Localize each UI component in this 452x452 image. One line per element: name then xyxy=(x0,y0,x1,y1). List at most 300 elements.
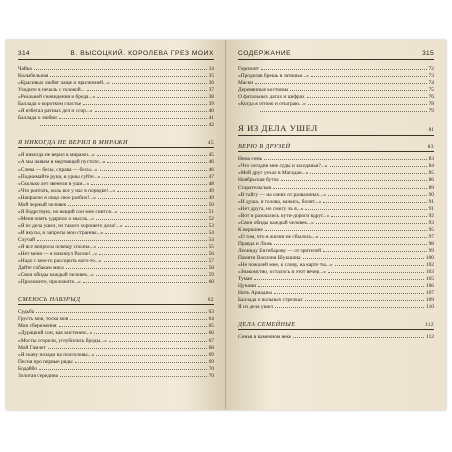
right-section-2-heading xyxy=(238,320,434,330)
section-page: 112 xyxy=(424,322,434,329)
toc-entry-page: 37 xyxy=(208,87,214,94)
section-title: Я НИКОГДА НЕ ВЕРИЛ В МИРАЖИ xyxy=(18,139,128,147)
toc-leader-dots xyxy=(335,265,424,266)
toc-entry xyxy=(238,283,434,290)
toc-entry xyxy=(238,156,434,163)
toc-entry-title: Цунами xyxy=(238,283,257,290)
section-page: 83 xyxy=(427,144,434,151)
toc-entry xyxy=(238,220,434,227)
toc-entry-title: Судьба xyxy=(18,309,35,316)
toc-leader-dots xyxy=(323,251,427,252)
toc-entry xyxy=(18,174,214,181)
toc-leader-dots xyxy=(331,216,426,217)
toc-leader-dots xyxy=(83,282,207,283)
toc-entry-page: 55 xyxy=(208,244,214,251)
toc-entry xyxy=(238,66,434,73)
toc-entry-page: 95 xyxy=(428,226,434,233)
toc-entry xyxy=(18,373,214,380)
toc-entry-title: К вершине xyxy=(238,226,263,233)
toc-entry-title: «Красивых любят чаще и прилежней...» xyxy=(18,80,110,87)
toc-leader-dots xyxy=(37,240,207,241)
toc-entry xyxy=(18,272,214,279)
toc-leader-dots xyxy=(87,90,207,91)
toc-leader-dots xyxy=(50,76,206,77)
toc-entry-title: «О том, что в жизни не сбылось...» xyxy=(238,233,319,240)
toc-leader-dots xyxy=(68,205,206,206)
toc-entry-page: 72 xyxy=(428,66,434,72)
toc-entry xyxy=(18,66,214,73)
toc-entry-page: 39 xyxy=(208,101,214,108)
toc-entry-title: «Когда я отпою и отыграю...» xyxy=(238,101,306,108)
toc-leader-dots xyxy=(274,293,424,294)
toc-entry xyxy=(238,334,434,341)
toc-entry-page: 110 xyxy=(426,304,434,311)
toc-entry-title: Песня про первые ряды xyxy=(18,358,73,365)
toc-entry xyxy=(18,167,214,174)
toc-entry-title: Уходите в печаль с головой... xyxy=(18,87,85,94)
toc-entry-title: «Поднимайте руки, в урны суйте...» xyxy=(18,173,101,180)
toc-entry xyxy=(238,269,434,276)
section-page: 45 xyxy=(207,140,214,147)
toc-entry xyxy=(18,230,214,237)
section-page: 62 xyxy=(207,297,214,304)
toc-entry xyxy=(18,345,214,352)
toc-entry-page: 91 xyxy=(428,198,434,205)
toc-entry-title: «Нет друга, но смогу ль я...» xyxy=(238,205,304,212)
toc-entry-page: 52 xyxy=(208,215,214,222)
toc-entry-page: 90 xyxy=(428,191,434,198)
book-spread xyxy=(6,40,446,410)
toc-entry-title: Семья в каменном веке xyxy=(238,334,292,341)
toc-entry-title: «Я бодрствую, но вещий сон мне снится...» xyxy=(18,208,118,215)
toc-entry xyxy=(18,195,214,202)
toc-entry xyxy=(238,73,434,80)
toc-entry xyxy=(18,338,214,345)
toc-entry xyxy=(238,80,434,87)
toc-entry-page: 92 xyxy=(428,212,434,219)
toc-entry xyxy=(18,209,214,216)
toc-leader-dots xyxy=(316,223,427,224)
toc-leader-dots xyxy=(308,104,427,105)
toc-entry-page: 36 xyxy=(208,80,214,87)
toc-leader-dots xyxy=(96,355,206,356)
toc-entry-title: Старательская xyxy=(238,184,271,191)
toc-leader-dots xyxy=(40,125,207,126)
toc-entry-page: 57 xyxy=(208,258,214,265)
toc-entry-page: 42 xyxy=(208,122,214,129)
toc-leader-dots xyxy=(260,111,427,112)
toc-leader-dots xyxy=(311,76,427,77)
toc-entry-title: «Я все вопросы освещу сполна...» xyxy=(18,244,97,251)
right-section-1-entries xyxy=(238,156,434,311)
toc-entry-page: 40 xyxy=(208,108,214,115)
right-section-1-heading xyxy=(238,142,434,152)
toc-entry-title: «Свои обиды каждый человек...» xyxy=(18,272,94,279)
toc-entry-title: Колыбельная xyxy=(18,73,49,80)
toc-entry xyxy=(238,177,434,184)
toc-entry xyxy=(238,108,434,115)
toc-entry-page: 46 xyxy=(208,159,214,166)
toc-entry xyxy=(238,241,434,248)
toc-leader-dots xyxy=(303,258,424,259)
toc-entry xyxy=(18,152,214,159)
toc-entry-title: «Я избегал ратных дел и ссор...» xyxy=(18,108,93,115)
toc-entry xyxy=(238,185,434,192)
toc-entry-title: «А мы живем в мертвящей пустоте...» xyxy=(18,159,106,166)
toc-entry-title: «Проложите, проложите...» xyxy=(18,279,81,286)
toc-entry-page: 89 xyxy=(428,184,434,191)
toc-entry-title: Памяти Василия Шукшина xyxy=(238,254,301,261)
toc-entry-page: 109 xyxy=(425,297,434,304)
big-section-page: 81 xyxy=(428,127,434,134)
toc-leader-dots xyxy=(70,319,207,320)
toc-entry-title: Я из дела ушел xyxy=(238,304,273,311)
toc-leader-dots xyxy=(105,233,206,234)
toc-entry-page: 69 xyxy=(208,351,214,358)
toc-leader-dots xyxy=(274,244,426,245)
toc-entry-title: «Я из дела ушел, из такого хорошего дела!...» xyxy=(18,222,123,229)
toc-entry xyxy=(18,359,214,366)
toc-entry-page: 54 xyxy=(208,236,214,243)
toc-leader-dots xyxy=(323,202,426,203)
toc-entry-title: «Знакомство, осталось и этот вечер...» xyxy=(238,269,326,276)
toc-leader-dots xyxy=(34,69,207,70)
right-page xyxy=(226,40,446,410)
toc-entry-title: «И душа, и голова, кажись, болит...» xyxy=(238,198,322,205)
toc-entry-title: «Сколько лет звенели в уши...» xyxy=(18,180,90,187)
toc-entry-title: «Не пожалей мне, к слову, на карте ты...» xyxy=(238,262,333,269)
toc-entry xyxy=(238,304,434,311)
toc-entry-page: 84 xyxy=(428,163,434,170)
toc-leader-dots xyxy=(305,209,426,210)
toc-entry-page: 54 xyxy=(208,229,214,236)
toc-leader-dots xyxy=(255,83,427,84)
toc-entry xyxy=(18,323,214,330)
toc-leader-dots xyxy=(60,376,207,377)
toc-entry-title: «Мосты сгорели, углубились броды...» xyxy=(18,337,107,344)
toc-entry-page: 66 xyxy=(208,330,214,337)
toc-entry xyxy=(18,251,214,258)
toc-entry xyxy=(18,258,214,265)
toc-leader-dots xyxy=(265,230,427,231)
toc-entry-page: 63 xyxy=(208,309,214,316)
toc-leader-dots xyxy=(96,275,207,276)
toc-leader-dots xyxy=(117,191,207,192)
toc-entry-title: Мой черный человек xyxy=(18,201,67,208)
toc-leader-dots xyxy=(120,212,207,213)
toc-entry-page: 91 xyxy=(428,205,434,212)
toc-entry-title: Баллада о любви xyxy=(18,115,57,122)
left-running-title: В. ВЫСОЦКИЙ. КОРОЛЕВА ГРЕЗ МОИХ xyxy=(70,50,214,57)
toc-entry-page: 76 xyxy=(428,94,434,101)
toc-entry xyxy=(18,188,214,195)
toc-leader-dots xyxy=(281,180,427,181)
toc-entry-page: 51 xyxy=(208,208,214,215)
toc-entry-page: 64 xyxy=(208,316,214,323)
right-running-head xyxy=(238,50,434,60)
toc-leader-dots xyxy=(310,173,426,174)
toc-entry xyxy=(238,262,434,269)
toc-entry xyxy=(238,206,434,213)
toc-entry-page: 67 xyxy=(208,337,214,344)
toc-leader-dots xyxy=(258,286,424,287)
toc-entry-title: «И вкусы, и запросы мои странны...» xyxy=(18,229,104,236)
toc-entry-title: «Слева — бесы, справа — бесы...» xyxy=(18,166,98,173)
right-section-2-entries xyxy=(238,334,434,341)
left-running-head xyxy=(18,50,214,60)
toc-leader-dots xyxy=(125,226,207,227)
toc-entry-title: Дайте собакам мяса xyxy=(18,265,64,272)
toc-entry-title: «Я никогда не верил в миражи...» xyxy=(18,152,95,159)
toc-entry xyxy=(18,80,214,87)
toc-entry xyxy=(238,101,434,108)
toc-leader-dots xyxy=(305,300,424,301)
toc-entry-page: 100 xyxy=(425,254,434,261)
toc-entry-title: Баллада о коротком счастье xyxy=(18,101,82,108)
toc-entry-page: 112 xyxy=(426,334,434,341)
toc-entry-title: Мой Гамлет xyxy=(18,344,46,351)
toc-entry-page: 85 xyxy=(428,170,434,177)
left-page xyxy=(6,40,226,410)
section-title: СМЕЮСЬ НАВЗРЫД xyxy=(18,296,81,304)
toc-entry-page: 73 xyxy=(428,73,434,80)
toc-entry-title: «Реальней сновидения и бреда...» xyxy=(18,94,96,101)
left-top-entries xyxy=(18,66,214,129)
toc-entry-title: Случай xyxy=(18,236,35,243)
toc-entry-page: 107 xyxy=(425,290,434,297)
toc-leader-dots xyxy=(98,247,206,248)
toc-entry-title: Леониду Енгибарову — от зрителей xyxy=(238,247,321,254)
toc-leader-dots xyxy=(94,333,206,334)
toc-entry xyxy=(238,227,434,234)
toc-entry xyxy=(18,279,214,286)
toc-entry-title: «Свои обиды каждый человек...» xyxy=(238,219,314,226)
toc-entry-title: «Что роптать, коль все у нас в порядке!...» xyxy=(18,187,116,194)
toc-entry xyxy=(18,309,214,316)
toc-entry-title: «Меня опять ударило о мысль...» xyxy=(18,215,94,222)
toc-entry xyxy=(18,316,214,323)
toc-leader-dots xyxy=(109,341,207,342)
toc-entry-title: Туман xyxy=(238,276,253,283)
right-top-entries xyxy=(238,66,434,115)
toc-leader-dots xyxy=(275,307,424,308)
toc-entry-title: «Дурацкий сон, как кистенем...» xyxy=(18,330,93,337)
toc-entry xyxy=(18,94,214,101)
toc-entry-page: 69 xyxy=(208,358,214,365)
toc-entry-page: 97 xyxy=(428,233,434,240)
toc-entry-page: 60 xyxy=(208,279,214,286)
toc-leader-dots xyxy=(75,362,207,363)
toc-entry xyxy=(238,94,434,101)
toc-entry xyxy=(18,159,214,166)
toc-entry-page: 74 xyxy=(428,80,434,87)
toc-entry-title: Ноябрьская бутча xyxy=(238,177,279,184)
section-title: ДЕЛА СЕМЕЙНЫЕ xyxy=(238,321,296,329)
toc-entry-page: 59 xyxy=(208,272,214,279)
toc-entry-title: «Проделав брешь в затишье...» xyxy=(238,73,309,80)
toc-entry xyxy=(238,87,434,94)
toc-entry-page: 99 xyxy=(428,247,434,254)
toc-entry xyxy=(18,223,214,230)
toc-leader-dots xyxy=(95,111,207,112)
left-page-number: 314 xyxy=(18,50,30,57)
toc-leader-dots xyxy=(328,195,427,196)
toc-entry-title: Баллада о вольных стрелках xyxy=(238,297,303,304)
toc-leader-dots xyxy=(264,159,426,160)
toc-entry-title: Правда и Ложь xyxy=(238,240,273,247)
toc-entry-page: 68 xyxy=(208,344,214,351)
toc-entry xyxy=(18,202,214,209)
toc-entry-title: Мои сбережения xyxy=(18,323,57,330)
toc-leader-dots xyxy=(39,369,207,370)
toc-entry-title: «В тайгу — на санях от развалинах...» xyxy=(238,191,326,198)
toc-leader-dots xyxy=(293,337,424,338)
toc-entry-page: 75 xyxy=(428,87,434,94)
toc-entry xyxy=(18,330,214,337)
right-page-number: 315 xyxy=(422,50,434,57)
left-section-1-entries xyxy=(18,152,214,286)
toc-leader-dots xyxy=(66,268,207,269)
toc-leader-dots xyxy=(330,166,427,167)
toc-entry xyxy=(18,244,214,251)
toc-leader-dots xyxy=(107,162,206,163)
toc-entry-title: «Я скачу позади на полголовы...» xyxy=(18,351,95,358)
toc-entry-page: 56 xyxy=(208,251,214,258)
toc-entry xyxy=(238,276,434,283)
toc-entry xyxy=(18,181,214,188)
toc-leader-dots xyxy=(320,237,426,238)
toc-entry-title: Деревянные костюмы xyxy=(238,87,289,94)
toc-leader-dots xyxy=(48,348,207,349)
toc-entry xyxy=(238,213,434,220)
toc-entry-title: Нема семь xyxy=(238,156,263,163)
toc-leader-dots xyxy=(96,219,207,220)
toc-leader-dots xyxy=(328,272,424,273)
toc-entry-page: 65 xyxy=(208,323,214,330)
toc-leader-dots xyxy=(91,184,206,185)
toc-leader-dots xyxy=(36,312,206,313)
toc-entry-page: 70 xyxy=(208,365,214,372)
toc-entry-page: 58 xyxy=(208,265,214,272)
toc-entry-title: Золотая середина xyxy=(18,372,59,379)
section-title: ВЕРЮ В ДРУЗЕЙ xyxy=(238,143,291,151)
toc-leader-dots xyxy=(59,118,207,119)
toc-entry-title: «Нет меня — я покинул Расею!...» xyxy=(18,251,98,258)
toc-entry xyxy=(18,115,214,122)
toc-entry-page: 47 xyxy=(208,173,214,180)
toc-entry xyxy=(18,216,214,223)
toc-entry-page: 48 xyxy=(208,180,214,187)
toc-entry xyxy=(238,248,434,255)
toc-leader-dots xyxy=(112,83,207,84)
left-section-1-heading xyxy=(18,138,214,148)
toc-leader-dots xyxy=(83,104,206,105)
big-section-title: Я ИЗ ДЕЛА УШЕЛ xyxy=(238,123,318,134)
toc-entry xyxy=(238,192,434,199)
toc-leader-dots xyxy=(102,177,206,178)
toc-entry xyxy=(18,108,214,115)
toc-entry-page: 83 xyxy=(428,156,434,163)
toc-entry-title: Грусть моя, тоска моя xyxy=(18,316,69,323)
toc-entry xyxy=(18,101,214,108)
toc-entry-page: 78 xyxy=(428,101,434,108)
toc-entry-page: 45 xyxy=(208,152,214,159)
toc-entry xyxy=(238,170,434,177)
toc-entry xyxy=(18,237,214,244)
toc-entry-page: 86 xyxy=(428,177,434,184)
left-section-2-heading xyxy=(18,295,214,305)
toc-entry xyxy=(238,234,434,241)
toc-entry-title: «Мой друг уехал в Магадан...» xyxy=(238,170,309,177)
toc-entry-page: 53 xyxy=(208,222,214,229)
toc-entry-title: Чайка xyxy=(18,66,32,72)
toc-entry-page: 38 xyxy=(208,94,214,101)
toc-entry xyxy=(18,87,214,94)
toc-entry-page: 106 xyxy=(425,283,434,290)
toc-leader-dots xyxy=(99,254,207,255)
toc-entry-page: 49 xyxy=(208,187,214,194)
toc-entry-title: Маски xyxy=(238,80,254,87)
toc-entry-title: «Надо с кем-то рассорить кого-то...» xyxy=(18,258,102,265)
toc-leader-dots xyxy=(97,155,207,156)
toc-entry-page: 102 xyxy=(425,262,434,269)
toc-entry xyxy=(18,366,214,373)
toc-leader-dots xyxy=(98,198,207,199)
toc-entry-page: 103 xyxy=(425,269,434,276)
toc-entry-title: О фатальных датах и цифрах xyxy=(238,94,305,101)
toc-leader-dots xyxy=(97,97,206,98)
toc-leader-dots xyxy=(59,326,207,327)
toc-entry-page: 98 xyxy=(428,240,434,247)
toc-entry-page: 41 xyxy=(208,115,214,122)
toc-leader-dots xyxy=(100,170,207,171)
toc-entry-page: 105 xyxy=(425,276,434,283)
toc-entry-title: «Напрасно я лицо свое разбил!...» xyxy=(18,194,97,201)
toc-entry-page: 49 xyxy=(208,194,214,201)
toc-entry-page: 46 xyxy=(208,166,214,173)
right-running-title: СОДЕРЖАНИЕ xyxy=(238,50,292,57)
right-big-section-heading xyxy=(238,123,434,136)
toc-entry xyxy=(238,199,434,206)
toc-entry xyxy=(18,352,214,359)
toc-entry-page: 93 xyxy=(428,219,434,226)
toc-entry-title: Бодайбо xyxy=(18,365,38,372)
toc-entry-title: Горизонт xyxy=(238,66,259,72)
toc-entry-page: 50 xyxy=(208,201,214,208)
toc-entry-title: Нить Ариадны xyxy=(238,290,273,297)
toc-entry xyxy=(238,297,434,304)
toc-entry xyxy=(18,73,214,80)
toc-entry xyxy=(238,290,434,297)
toc-leader-dots xyxy=(104,261,207,262)
toc-entry-title: «Что сегодня мне суды и заседанья?...» xyxy=(238,163,328,170)
toc-entry-page: 79 xyxy=(428,108,434,115)
toc-entry xyxy=(18,265,214,272)
toc-entry xyxy=(238,255,434,262)
toc-leader-dots xyxy=(273,188,427,189)
toc-entry-page: 70 xyxy=(208,372,214,379)
toc-leader-dots xyxy=(290,90,426,91)
toc-leader-dots xyxy=(254,279,424,280)
toc-entry xyxy=(238,163,434,170)
toc-entry-page: 34 xyxy=(208,66,214,72)
toc-entry xyxy=(18,122,214,129)
toc-leader-dots xyxy=(261,69,427,70)
toc-entry-title: «Вот и разошлись пути-дороги вдруг...» xyxy=(238,212,330,219)
toc-leader-dots xyxy=(307,97,427,98)
left-section-2-entries xyxy=(18,309,214,379)
toc-entry-page: 35 xyxy=(208,73,214,80)
